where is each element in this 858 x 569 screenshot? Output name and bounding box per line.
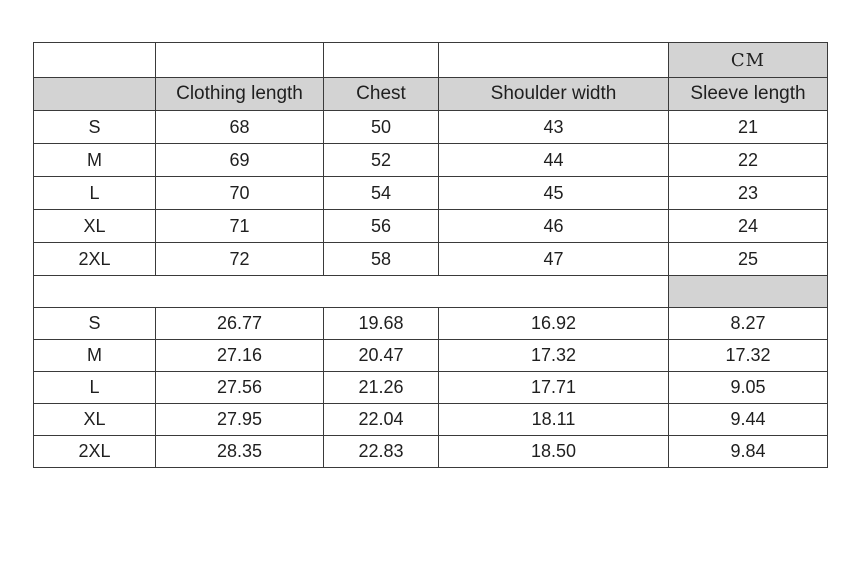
cell-sleeve-length: 9.05: [669, 372, 828, 404]
cell-clothing-length: 26.77: [156, 308, 324, 340]
cell-chest: 58: [324, 243, 439, 276]
header-cell-sleeve-length: Sleeve length: [669, 78, 828, 111]
cell-clothing-length: 27.56: [156, 372, 324, 404]
cell-sleeve-length: 25: [669, 243, 828, 276]
cell-size: L: [34, 372, 156, 404]
cell-size: XL: [34, 210, 156, 243]
cell-chest: 52: [324, 144, 439, 177]
cell-shoulder-width: 17.32: [439, 340, 669, 372]
cell-chest: 21.26: [324, 372, 439, 404]
cell-shoulder-width: 45: [439, 177, 669, 210]
cell-shoulder-width: 18.50: [439, 436, 669, 468]
cell-sleeve-length: 21: [669, 111, 828, 144]
table-row-cm-2xl: [34, 243, 828, 276]
cell-size: 2XL: [34, 436, 156, 468]
separator-unit-cell: [669, 276, 828, 308]
cell-chest: 50: [324, 111, 439, 144]
cell-size: S: [34, 111, 156, 144]
unit-row-empty-cell: [324, 43, 439, 78]
cell-shoulder-width: 17.71: [439, 372, 669, 404]
header-cell-shoulder-width: Shoulder width: [439, 78, 669, 111]
cell-clothing-length: 27.16: [156, 340, 324, 372]
cell-clothing-length: 68: [156, 111, 324, 144]
table-row-inch-s: [34, 308, 828, 340]
table-row-cm-l: [34, 177, 828, 210]
cell-shoulder-width: 43: [439, 111, 669, 144]
unit-label-cm: CM: [669, 43, 828, 78]
cell-clothing-length: 70: [156, 177, 324, 210]
table-row-inch-2xl: [34, 436, 828, 468]
table-row-cm-xl: [34, 210, 828, 243]
table-row-inch-m: [34, 340, 828, 372]
cell-sleeve-length: 8.27: [669, 308, 828, 340]
cell-clothing-length: 72: [156, 243, 324, 276]
cell-shoulder-width: 44: [439, 144, 669, 177]
cell-size: S: [34, 308, 156, 340]
cell-sleeve-length: 24: [669, 210, 828, 243]
unit-row-empty-cell: [34, 43, 156, 78]
cell-clothing-length: 71: [156, 210, 324, 243]
separator-merged-cell: [34, 276, 669, 308]
cell-shoulder-width: 18.11: [439, 404, 669, 436]
cell-sleeve-length: 17.32: [669, 340, 828, 372]
cell-clothing-length: 27.95: [156, 404, 324, 436]
cell-clothing-length: 28.35: [156, 436, 324, 468]
table-row-inch-l: [34, 372, 828, 404]
cell-chest: 19.68: [324, 308, 439, 340]
cell-clothing-length: 69: [156, 144, 324, 177]
cell-size: 2XL: [34, 243, 156, 276]
cell-chest: 22.83: [324, 436, 439, 468]
cell-sleeve-length: 9.44: [669, 404, 828, 436]
table-row-cm-m: [34, 144, 828, 177]
size-chart-table: [33, 42, 828, 468]
cell-size: L: [34, 177, 156, 210]
header-row: [34, 78, 828, 111]
cell-chest: 54: [324, 177, 439, 210]
cell-sleeve-length: 23: [669, 177, 828, 210]
table-row-inch-xl: [34, 404, 828, 436]
cell-size: M: [34, 144, 156, 177]
cell-size: XL: [34, 404, 156, 436]
cell-shoulder-width: 46: [439, 210, 669, 243]
cell-chest: 22.04: [324, 404, 439, 436]
cell-sleeve-length: 9.84: [669, 436, 828, 468]
unit-row-empty-cell: [156, 43, 324, 78]
unit-row-empty-cell: [439, 43, 669, 78]
table-row-cm-s: [34, 111, 828, 144]
unit-row: [34, 43, 828, 78]
cell-chest: 56: [324, 210, 439, 243]
cell-chest: 20.47: [324, 340, 439, 372]
separator-row: [34, 276, 828, 308]
cell-size: M: [34, 340, 156, 372]
header-cell-chest: Chest: [324, 78, 439, 111]
cell-sleeve-length: 22: [669, 144, 828, 177]
cell-shoulder-width: 16.92: [439, 308, 669, 340]
header-cell-size: [34, 78, 156, 111]
cell-shoulder-width: 47: [439, 243, 669, 276]
header-cell-clothing-length: Clothing length: [156, 78, 324, 111]
